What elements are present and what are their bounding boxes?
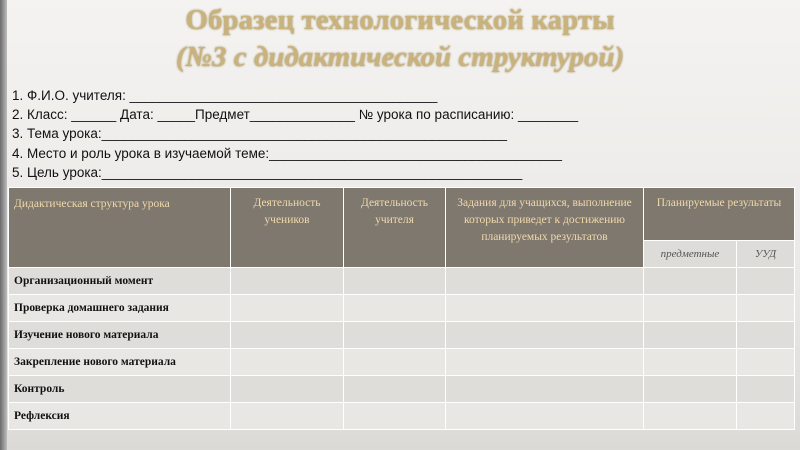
info-line-place: 4. Место и роль урока в изучаемой теме:_______________________________________ [12, 145, 562, 161]
row-label-new-material: Изучение нового материала [9, 322, 231, 349]
subheader-uud: УУД [737, 241, 795, 268]
header-didactic-structure: Дидактическая структура урока [9, 188, 231, 268]
table-cell [344, 322, 446, 349]
table-cell [344, 376, 446, 403]
table-row [9, 295, 795, 322]
header-student-activity: Деятельность учеников [231, 188, 344, 268]
table-cell [644, 268, 737, 295]
table-cell [644, 295, 737, 322]
technology-map-table [8, 187, 795, 430]
table-cell [644, 403, 737, 430]
table-cell [446, 349, 644, 376]
info-line-topic: 3. Тема урока:______________________________________________________ [12, 126, 508, 142]
row-label-reflection: Рефлексия [9, 403, 231, 430]
header-tasks: Задания для учащихся, выполнение которых приведет к достижению планируемых результатов [446, 188, 644, 268]
slide-title-line2: (№3 с дидактической структурой) [175, 41, 625, 73]
row-label-org-moment: Организационный момент [9, 268, 231, 295]
header-teacher-activity: Деятельность учителя [344, 188, 446, 268]
table-row [9, 349, 795, 376]
row-label-consolidation: Закрепление нового материала [9, 349, 231, 376]
table-cell [231, 268, 344, 295]
table-cell [737, 349, 795, 376]
table-cell [344, 403, 446, 430]
table-cell [446, 376, 644, 403]
table-cell [446, 322, 644, 349]
table-cell [737, 376, 795, 403]
table-cell [446, 295, 644, 322]
table-cell [344, 295, 446, 322]
table-cell [737, 322, 795, 349]
table-row [9, 376, 795, 403]
table-cell [231, 403, 344, 430]
info-line-class: 2. Класс: ______ Дата: _____Предмет______________ № урока по расписанию: ________ [12, 107, 579, 123]
table-cell [344, 349, 446, 376]
table-cell [231, 349, 344, 376]
table-cell [231, 295, 344, 322]
table-cell [737, 403, 795, 430]
table-cell [446, 403, 644, 430]
row-label-homework-check: Проверка домашнего задания [9, 295, 231, 322]
table-cell [644, 322, 737, 349]
row-label-control: Контроль [9, 376, 231, 403]
table-cell [446, 268, 644, 295]
table-cell [231, 376, 344, 403]
header-planned-results: Планируемые результаты [644, 188, 795, 241]
table-row [9, 268, 795, 295]
info-line-goal: 5. Цель урока:________________________________________________________ [12, 164, 523, 180]
table-cell [737, 268, 795, 295]
table-row [9, 322, 795, 349]
table-header-row [9, 188, 795, 241]
table-cell [644, 349, 737, 376]
table-cell [344, 268, 446, 295]
lesson-info-block [12, 86, 792, 182]
subheader-subject-results: предметные [644, 241, 737, 268]
slide-title-line1: Образец технологической карты [185, 4, 615, 36]
table-cell [231, 322, 344, 349]
table-cell [644, 376, 737, 403]
info-line-teacher: 1. Ф.И.О. учителя: _________________________________________ [12, 88, 438, 103]
table-row [9, 403, 795, 430]
table-cell [737, 295, 795, 322]
